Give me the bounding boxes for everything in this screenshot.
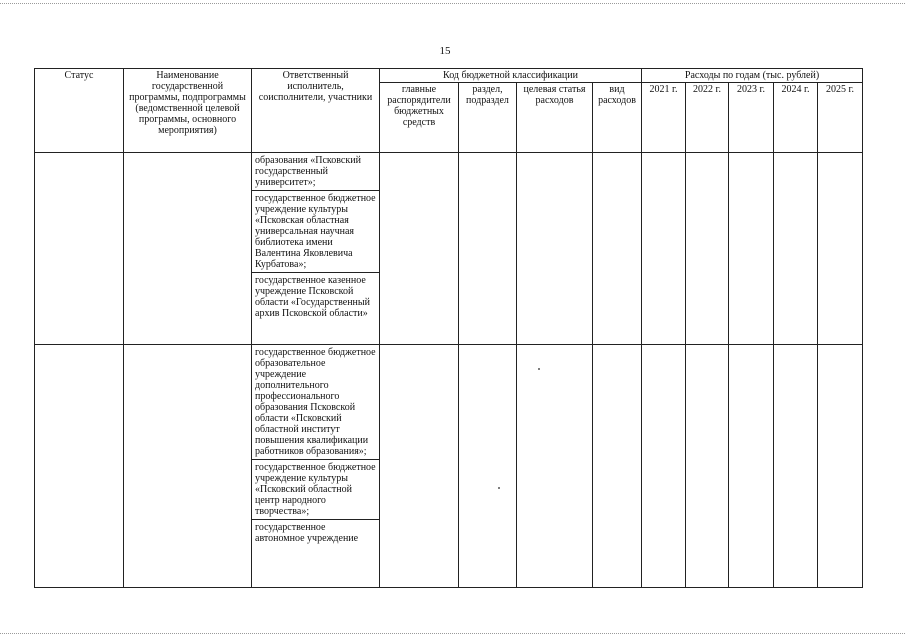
header-year-2024: 2024 г. (774, 83, 818, 153)
participant-entry: государственное автономное учреждение (252, 519, 379, 546)
participant-entry: государственное бюджетное образовательное учреждение дополнительного профессионального образования Псковской области «Псковский областной институт повышения квалификации работников образования»; (255, 347, 376, 457)
cell-participants (252, 345, 380, 588)
table-row (35, 153, 863, 345)
header-executor: Ответственный исполнитель, соисполнители, участники (252, 69, 380, 153)
scan-speck (498, 487, 500, 489)
cell-program-name (124, 345, 252, 588)
header-expenses: Расходы по годам (тыс. рублей) (642, 69, 863, 83)
participant-entry: образования «Псковский государственный университет»; (255, 155, 361, 188)
header-status: Статус (35, 69, 124, 153)
page-number: 15 (439, 45, 451, 57)
cell-status (35, 153, 124, 345)
table-row (35, 345, 863, 588)
participant-entry: государственное казенное учреждение Псковской области «Государственный архив Псковской области» (252, 272, 379, 321)
scan-edge-bottom (0, 633, 905, 634)
cell-program-name (124, 153, 252, 345)
header-year-2023: 2023 г. (729, 83, 774, 153)
participant-entry: государственное бюджетное учреждение культуры «Псковский областной центр народного творчества»; (252, 459, 379, 519)
budget-table (34, 68, 863, 588)
cell-status (35, 345, 124, 588)
header-code-section: раздел, подраздел (459, 83, 517, 153)
header-code-target-article: целевая статья расходов (517, 83, 593, 153)
header-year-2025: 2025 г. (818, 83, 863, 153)
header-code-main-managers: главные распорядители бюджетных средств (380, 83, 459, 153)
cell-participants (252, 153, 380, 345)
scan-edge-top (0, 3, 905, 4)
participant-entry: государственное бюджетное учреждение культуры «Псковская областная универсальная научная библиотека имени Валентина Яковлевича Курбатова»; (252, 190, 379, 272)
header-code-expense-type: вид расходов (593, 83, 642, 153)
header-budget-code: Код бюджетной классификации (380, 69, 642, 83)
scan-speck (538, 368, 540, 370)
header-year-2022: 2022 г. (686, 83, 729, 153)
header-year-2021: 2021 г. (642, 83, 686, 153)
header-program-name: Наименование государственной программы, подпрограммы (ведомственной целевой программы, основного мероприятия) (124, 69, 252, 153)
